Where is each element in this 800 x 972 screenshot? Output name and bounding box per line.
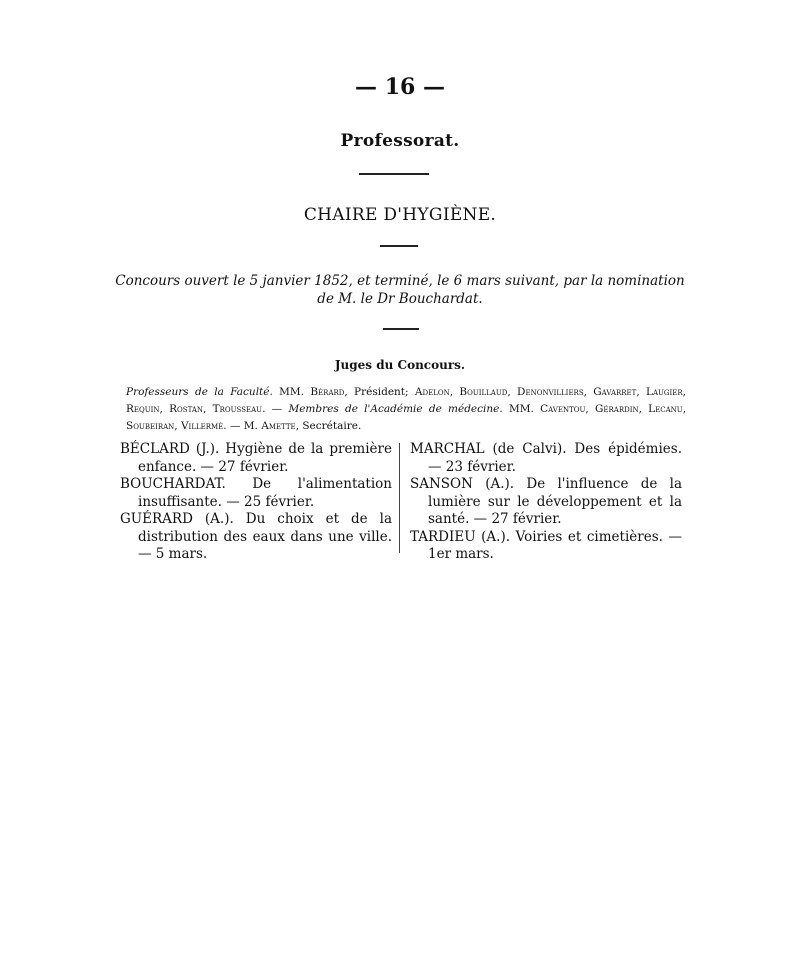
candidate-entry: SANSON (A.). De l'influence de la lumière sur le développement et la santé. — 27 février. — [410, 476, 682, 527]
chair-title: CHAIRE D'HYGIÈNE. — [303, 205, 497, 225]
candidate-entry: TARDIEU (A.). Voiries et cimetières. — 1er mars. — [410, 528, 682, 562]
professors-label: Professeurs de la Faculté. — [126, 386, 273, 398]
section-title: Professorat. — [340, 131, 460, 151]
divider-rule — [383, 328, 419, 330]
faculty-judges-names: Adelon, Bouillaud, Denonvilliers, Gavarret, Laugier, Requin, Rostan, Trousseau — [126, 386, 687, 415]
divider-rule — [380, 245, 418, 247]
divider-rule — [359, 173, 429, 175]
column-divider — [399, 443, 400, 553]
candidate-entry: GUÉRARD (A.). Du choix et de la distribution des eaux dans une ville. — 5 mars. — [120, 511, 392, 562]
judges-heading: Juges du Concours. — [334, 358, 466, 372]
secretary-name: Amette — [261, 420, 296, 432]
academy-judges-names: Caventou, Gérardin, Lecanu, Soubeiran, Villermé — [126, 403, 687, 432]
candidates-right-column — [410, 441, 682, 564]
mm-label: MM. — [502, 403, 541, 415]
candidates-left-column — [120, 441, 392, 564]
candidate-entry: BÉCLARD (J.). Hygiène de la première enfance. — 27 février. — [120, 441, 392, 475]
page-number: — 16 — — [355, 74, 445, 100]
secretary-role: , Secrétaire. — [295, 420, 362, 432]
mm-label: MM. — [272, 386, 311, 398]
academy-members-label: Membres de l'Académie de médecine. — [288, 403, 503, 415]
president-name: Bérard — [310, 386, 345, 398]
separator: . — M. — [223, 420, 262, 432]
concours-description-line-1: Concours ouvert le 5 janvier 1852, et terminé, le 6 mars suivant, par la nomination — [115, 273, 685, 289]
candidate-entry: BOUCHARDAT. De l'alimentation insuffisante. — 25 février. — [120, 476, 392, 510]
separator: . — — [262, 403, 289, 415]
president-role: , Président; — [344, 386, 415, 398]
concours-description-line-2: de M. le Dr Bouchardat. — [317, 291, 483, 307]
candidate-entry: MARCHAL (de Calvi). Des épidémies. — 23 février. — [410, 441, 682, 475]
judges-paragraph — [126, 384, 686, 435]
